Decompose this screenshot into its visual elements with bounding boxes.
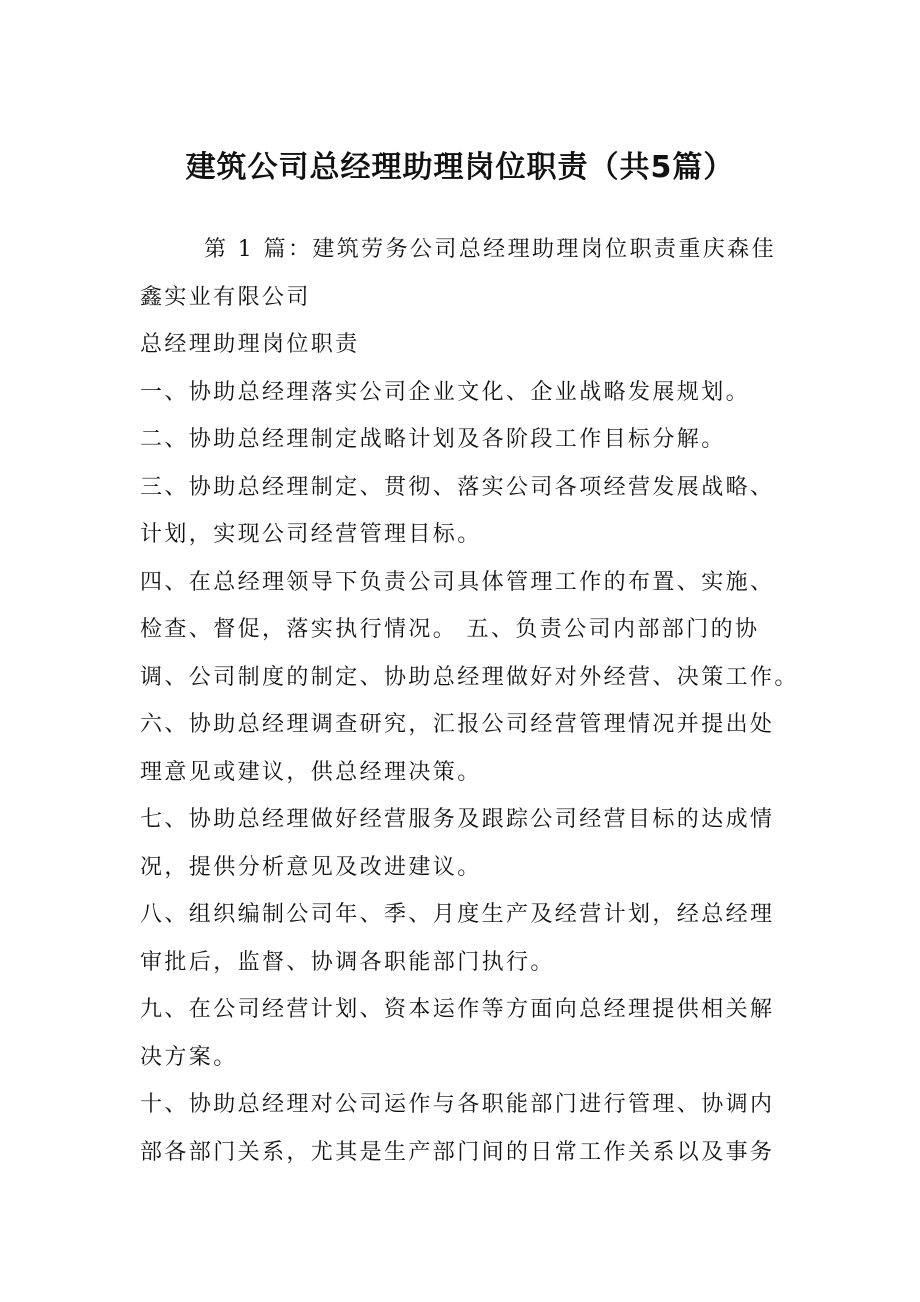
text-line-4: 一、协助总经理落实公司企业文化、企业战略发展规划。: [140, 379, 751, 405]
text-line-9: 检查、督促，落实执行情况。 五、负责公司内部部门的协: [140, 617, 760, 642]
text-line-7: 计划，实现公司经营管理目标。: [140, 522, 482, 547]
text-line-17: 九、在公司经营计划、资本运作等方面向总经理提供相关解: [140, 997, 775, 1022]
text-line-11: 六、协助总经理调查研究，汇报公司经营管理情况并提出处: [140, 712, 775, 737]
text-line-18: 决方案。: [140, 1044, 238, 1070]
text-line-14: 况，提供分析意见及改进建议。: [140, 854, 482, 880]
text-line-13: 七、协助总经理做好经营服务及跟踪公司经营目标的达成情: [140, 807, 775, 832]
text-line-3: 总经理助理岗位职责: [140, 332, 360, 357]
text-line-16: 审批后，监督、协调各职能部门执行。: [140, 949, 555, 975]
text-line-20: 部各部门关系，尤其是生产部门间的日常工作关系以及事务: [140, 1139, 775, 1165]
text-line-5: 二、协助总经理制定战略计划及各阶段工作目标分解。: [140, 427, 726, 452]
document-title: 建筑公司总经理助理岗位职责（共5篇）: [185, 150, 735, 185]
text-line-10: 调、公司制度的制定、协助总经理做好对外经营、决策工作。: [140, 664, 799, 690]
text-line-12: 理意见或建议，供总经理决策。: [140, 759, 482, 785]
text-line-2: 鑫实业有限公司: [140, 284, 311, 310]
text-line-19: 十、协助总经理对公司运作与各职能部门进行管理、协调内: [140, 1092, 775, 1117]
text-line-8: 四、在总经理领导下负责公司具体管理工作的布置、实施、: [140, 569, 775, 595]
text-line-15: 八、组织编制公司年、季、月度生产及经营计划，经总经理: [140, 902, 775, 927]
text-line-6: 三、协助总经理制定、贯彻、落实公司各项经营发展战略、: [140, 474, 775, 500]
text-line-1: 第 1 篇：建筑劳务公司总经理助理岗位职责重庆森佳: [204, 237, 776, 262]
document-body: [140, 226, 799, 1176]
